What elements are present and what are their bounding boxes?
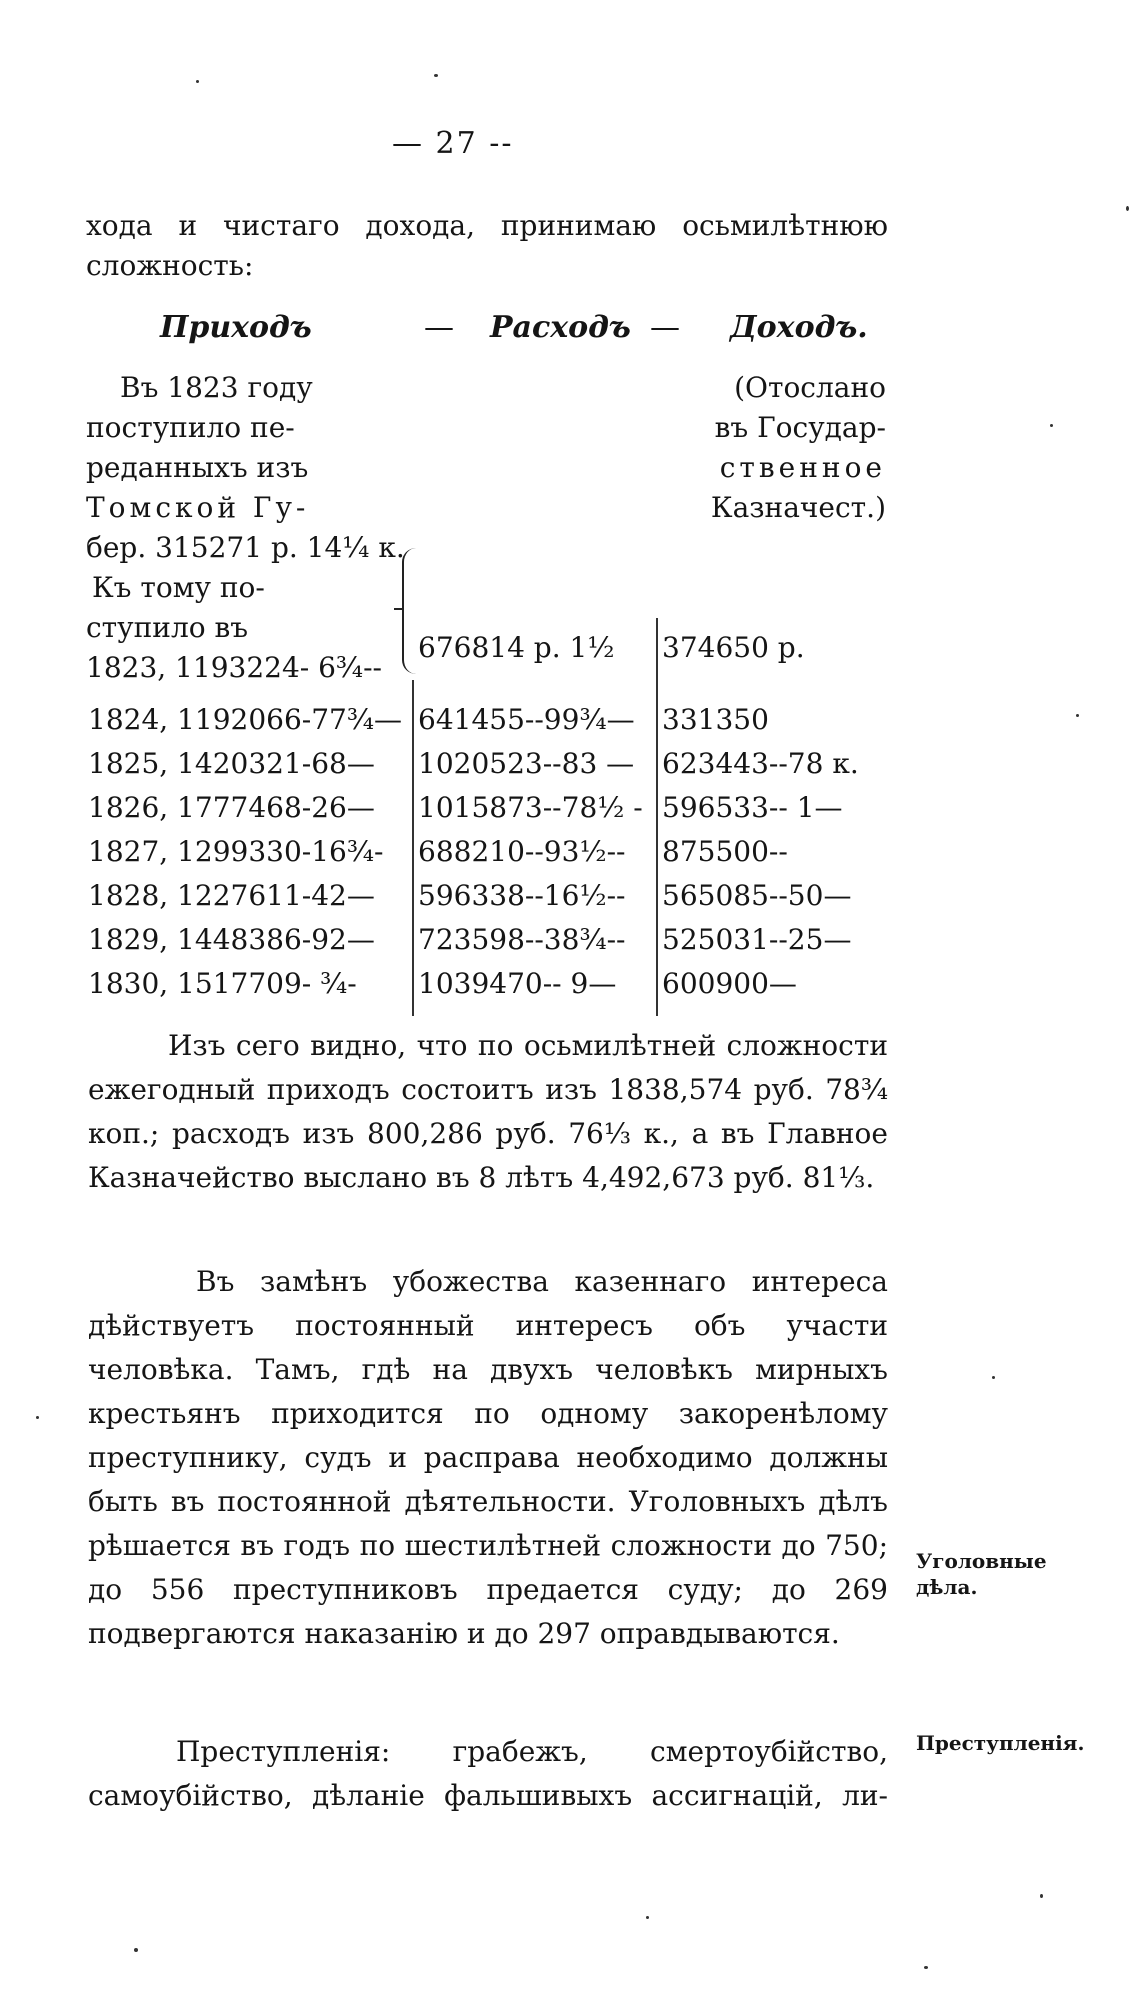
revenue-note-line: въ Государ- <box>714 411 886 444</box>
income-line: 1823, 1193224- 6¾-- <box>86 651 382 684</box>
expense-cell: 1020523--83 — <box>418 747 635 780</box>
print-speck <box>196 80 199 83</box>
column-rule <box>656 618 658 1016</box>
expense-1823: 676814 р. 1½ <box>418 631 615 664</box>
expense-cell: 1039470-- 9— <box>418 967 617 1000</box>
summary-paragraph: Изъ сего видно, что по осьмилѣтней сложности ежегодный приходъ состоитъ изъ 1838,574 руб. 78¾ коп.; расходъ изъ 800,286 руб. 76⅓ к., а въ Главное Казначейство выслано въ 8 лѣтъ 4,492,673 руб. 81⅓. <box>88 1029 888 1194</box>
income-line: Въ 1823 году <box>120 371 313 404</box>
income-line: Томской Гу- <box>86 491 310 524</box>
print-speck <box>36 1416 39 1419</box>
expense-cell: 1015873--78½ - <box>418 791 643 824</box>
crimes-paragraph: Преступленія: грабежъ, смертоубійство, самоубійство, дѣланіе фальшивыхъ ассигнацій, ли- <box>88 1735 888 1812</box>
print-speck <box>1126 206 1129 211</box>
expense-cell: 596338--16½-- <box>418 879 626 912</box>
column-header-expense: Расходъ <box>490 310 631 345</box>
revenue-cell: 565085--50— <box>662 879 852 912</box>
income-cell: 1827, 1299330-16¾- <box>88 835 384 868</box>
print-speck <box>646 1916 649 1919</box>
income-cell: 1828, 1227611-42— <box>88 879 375 912</box>
income-line: бер. 315271 р. 14¼ к. <box>86 531 405 564</box>
print-speck <box>1040 1894 1043 1898</box>
print-speck <box>1076 714 1079 717</box>
print-speck <box>992 1376 995 1379</box>
margin-note-criminal-cases: Уголовные дѣла. <box>916 1549 1047 1599</box>
income-cell: 1829, 1448386-92— <box>88 923 375 956</box>
column-header-income: Приходъ <box>160 310 312 345</box>
revenue-cell: 623443--78 к. <box>662 747 859 780</box>
margin-note-crimes: Преступленія. <box>916 1731 1085 1755</box>
revenue-cell: 596533-- 1— <box>662 791 843 824</box>
revenue-cell: 600900— <box>662 967 797 1000</box>
revenue-1823: 374650 р. <box>662 631 805 664</box>
print-speck <box>1050 424 1053 427</box>
revenue-note-line: ственное <box>719 451 886 484</box>
income-cell: 1824, 1192066-77¾— <box>88 703 402 736</box>
revenue-cell: 875500-- <box>662 835 788 868</box>
income-cell: 1825, 1420321-68— <box>88 747 375 780</box>
criminal-cases-paragraph: Въ замѣнъ убожества казеннаго интереса дѣйствуетъ постоянный интересъ объ участи человѣка. Тамъ, гдѣ на двухъ человѣкъ мирныхъ крестьянъ приходится по одному закоренѣлому преступнику, судъ и расправа необходимо должны быть въ постоянной дѣятельности. Уголовныхъ дѣлъ рѣшается въ годъ по шестилѣтней сложности до 750; до 556 преступниковъ предается суду; до 269 подвергаются наказанію и до 297 оправдываются. <box>88 1265 888 1650</box>
income-cell: 1826, 1777468-26— <box>88 791 375 824</box>
brace <box>402 548 418 674</box>
income-line: поступило пе- <box>86 411 295 444</box>
intro-paragraph: хода и чистаго дохода, принимаю осьмилѣтнюю сложность: <box>86 209 888 282</box>
revenue-note-line: Казначест.) <box>710 491 886 524</box>
column-rule <box>412 680 414 1016</box>
revenue-cell: 331350 <box>662 703 769 736</box>
print-speck <box>134 1948 138 1952</box>
header-dash: — <box>650 310 680 345</box>
page-number: — 27 -- <box>392 126 514 161</box>
print-speck <box>924 1966 928 1969</box>
print-speck <box>434 74 438 77</box>
income-line: ступило въ <box>86 611 249 644</box>
expense-cell: 641455--99¾— <box>418 703 635 736</box>
brace-tip <box>394 608 404 610</box>
header-dash: — <box>424 310 454 345</box>
revenue-note <box>686 368 886 528</box>
expense-cell: 723598--38¾-- <box>418 923 626 956</box>
expense-cell: 688210--93½-- <box>418 835 626 868</box>
income-line: реданныхъ изъ <box>86 451 309 484</box>
revenue-note-line: (Отослано <box>734 371 886 404</box>
income-cell: 1830, 1517709- ¾- <box>88 967 357 1000</box>
revenue-cell: 525031--25— <box>662 923 852 956</box>
column-header-revenue: Доходъ. <box>730 310 868 345</box>
income-1823-block <box>86 368 405 688</box>
income-line: Къ тому по- <box>92 571 265 604</box>
